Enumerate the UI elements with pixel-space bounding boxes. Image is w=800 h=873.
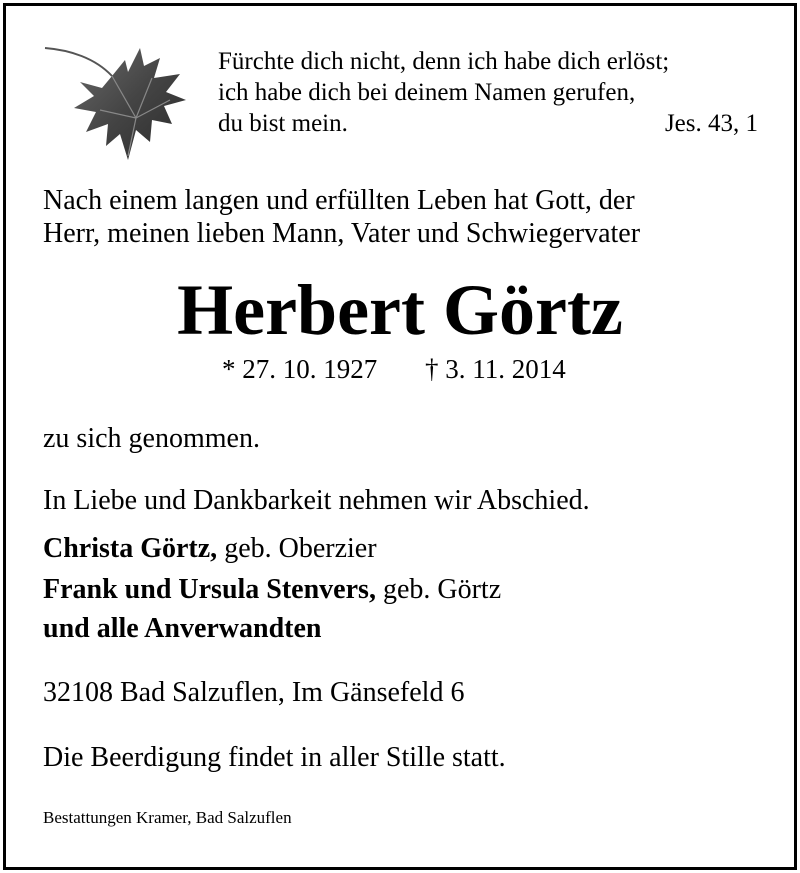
verse-line-1: Fürchte dich nicht, denn ich habe dich erlöst; — [218, 48, 670, 75]
mourner-2-name: Frank und Ursula Stenvers, — [43, 574, 376, 605]
intro-line-1: Nach einem langen und erfüllten Leben hat Gott, der — [43, 185, 635, 216]
birth-date: * 27. 10. 1927 — [222, 354, 378, 384]
funeral-text: Die Beerdigung findet in aller Stille statt. — [43, 742, 506, 773]
mourner-2 — [43, 573, 501, 606]
intro-line-2: Herr, meinen lieben Mann, Vater und Schwiegervater — [43, 218, 641, 249]
mourner-1-name: Christa Görtz, — [43, 533, 218, 564]
verse-line-2: ich habe dich bei deinem Namen gerufen, — [218, 79, 636, 106]
mourner-1 — [43, 532, 377, 565]
verse-line-3: du bist mein. — [218, 110, 348, 137]
mourner-1-note: geb. Oberzier — [224, 533, 377, 564]
mourner-3 — [43, 612, 322, 645]
mourner-2-note: geb. Görtz — [382, 574, 502, 605]
verse-reference: Jes. 43, 1 — [664, 110, 758, 137]
address-text: 32108 Bad Salzuflen, Im Gänsefeld 6 — [43, 677, 465, 708]
farewell-text: In Liebe und Dankbarkeit nehmen wir Abschied. — [43, 485, 590, 516]
maple-leaf-icon — [40, 38, 190, 168]
deceased-name: Herbert Görtz — [177, 270, 623, 350]
undertaker-text: Bestattungen Kramer, Bad Salzuflen — [43, 808, 292, 827]
death-date: † 3. 11. 2014 — [425, 354, 566, 384]
mourner-3-name: und alle Anverwandten — [43, 613, 322, 644]
taken-text: zu sich genommen. — [43, 423, 260, 454]
